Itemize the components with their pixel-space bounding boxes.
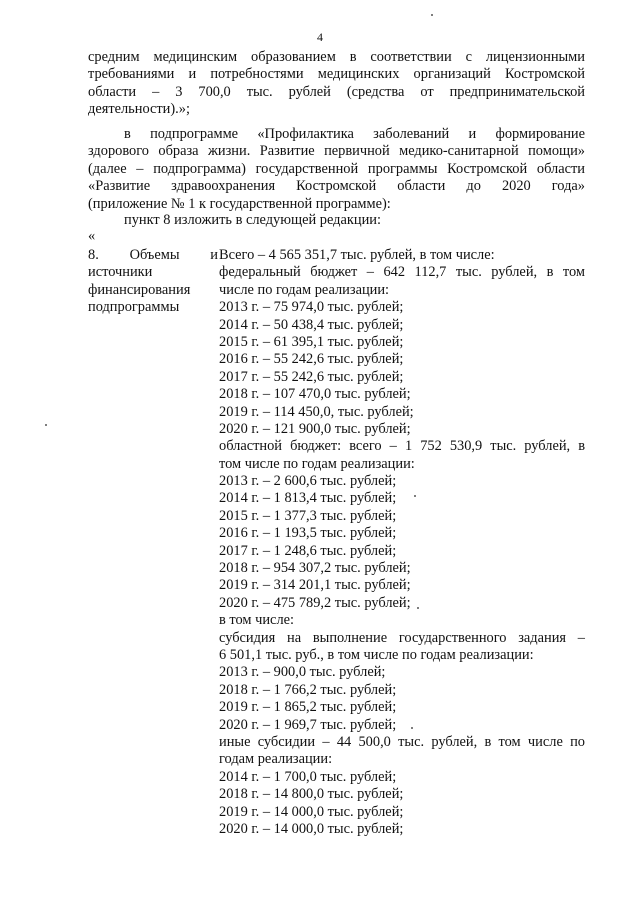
funding-line: 2018 г. – 107 470,0 тыс. рублей;	[219, 386, 411, 403]
funding-line: том числе по годам реализации:	[219, 455, 415, 472]
funding-line: 2013 г. – 900,0 тыс. рублей;	[219, 664, 386, 681]
funding-line: 2017 г. – 55 242,6 тыс. рублей;	[219, 368, 404, 385]
scan-speck	[414, 495, 416, 497]
subprogram-line: (далее – подпрограмма) государственной программы Костромской области	[88, 160, 585, 177]
funding-line: 2015 г. – 1 377,3 тыс. рублей;	[219, 507, 397, 524]
funding-line: 2019 г. – 1 865,2 тыс. рублей;	[219, 699, 397, 716]
funding-line: субсидия на выполнение государственного задания –	[219, 629, 585, 646]
row-label-line: финансирования	[88, 281, 191, 298]
opening-quote: «	[88, 228, 96, 244]
instruction-paragraph	[88, 212, 585, 229]
subprogram-line: здорового образа жизни. Развитие первичной медико-санитарной помощи»	[88, 143, 585, 160]
intro-paragraph	[88, 49, 585, 119]
funding-line: областной бюджет: всего – 1 752 530,9 тыс. рублей, в	[219, 438, 585, 455]
funding-line: 2018 г. – 1 766,2 тыс. рублей;	[219, 681, 397, 698]
row-label-line: источники	[88, 264, 153, 281]
intro-line: деятельности).»;	[88, 101, 190, 118]
scan-speck	[417, 607, 419, 609]
table-row-content	[219, 247, 585, 838]
table-row-label	[88, 247, 218, 317]
funding-line: 2014 г. – 1 700,0 тыс. рублей;	[219, 768, 397, 785]
funding-line: 2020 г. – 1 969,7 тыс. рублей;	[219, 716, 397, 733]
funding-line: 2017 г. – 1 248,6 тыс. рублей;	[219, 542, 397, 559]
funding-line: 2020 г. – 121 900,0 тыс. рублей;	[219, 420, 411, 437]
intro-line: требованиями и потребностями медицинских организаций Костромской	[88, 66, 585, 83]
funding-line: 2015 г. – 61 395,1 тыс. рублей;	[219, 333, 404, 350]
funding-line: числе по годам реализации:	[219, 281, 390, 298]
row-label-first-line: 8. Объемы и	[88, 247, 218, 263]
funding-line: 2020 г. – 475 789,2 тыс. рублей;	[219, 594, 411, 611]
scan-speck	[431, 14, 433, 16]
funding-line: 2016 г. – 1 193,5 тыс. рублей;	[219, 525, 397, 542]
funding-line: 2018 г. – 954 307,2 тыс. рублей;	[219, 560, 411, 577]
funding-line: 2019 г. – 14 000,0 тыс. рублей;	[219, 803, 404, 820]
funding-line: 2014 г. – 1 813,4 тыс. рублей;	[219, 490, 397, 507]
intro-line: области – 3 700,0 тыс. рублей (средства от предпринимательской	[88, 83, 585, 100]
funding-line: 2019 г. – 314 201,1 тыс. рублей;	[219, 577, 411, 594]
funding-line: годам реализации:	[219, 751, 333, 768]
funding-line: 6 501,1 тыс. руб., в том числе по годам реализации:	[219, 646, 534, 663]
funding-line: 2018 г. – 14 800,0 тыс. рублей;	[219, 786, 404, 803]
funding-line: федеральный бюджет – 642 112,7 тыс. рублей, в том	[219, 264, 585, 281]
funding-line: 2019 г. – 114 450,0, тыс. рублей;	[219, 403, 414, 420]
funding-line: Всего – 4 565 351,7 тыс. рублей, в том числе:	[219, 247, 495, 263]
row-label-line: подпрограммы	[88, 299, 180, 316]
funding-line: 2013 г. – 75 974,0 тыс. рублей;	[219, 299, 404, 316]
intro-line: средним медицинским образованием в соответствии с лицензионными	[88, 49, 585, 65]
funding-line: иные субсидии – 44 500,0 тыс. рублей, в том числе по	[219, 733, 585, 750]
funding-line: 2014 г. – 50 438,4 тыс. рублей;	[219, 316, 404, 333]
subprogram-paragraph	[88, 126, 585, 213]
scan-speck	[45, 424, 47, 426]
subprogram-line: в подпрограмме «Профилактика заболеваний и формирование	[124, 126, 585, 142]
funding-line: 2013 г. – 2 600,6 тыс. рублей;	[219, 473, 397, 490]
instruction-line: пункт 8 изложить в следующей редакции:	[124, 212, 381, 228]
funding-line: в том числе:	[219, 612, 295, 629]
scan-speck	[411, 727, 413, 729]
subprogram-line: (приложение № 1 к государственной программе):	[88, 195, 391, 212]
funding-line: 2020 г. – 14 000,0 тыс. рублей;	[219, 820, 404, 837]
subprogram-line: «Развитие здравоохранения Костромской области до 2020 года»	[88, 178, 585, 195]
page-number: 4	[317, 30, 323, 44]
funding-line: 2016 г. – 55 242,6 тыс. рублей;	[219, 351, 404, 368]
